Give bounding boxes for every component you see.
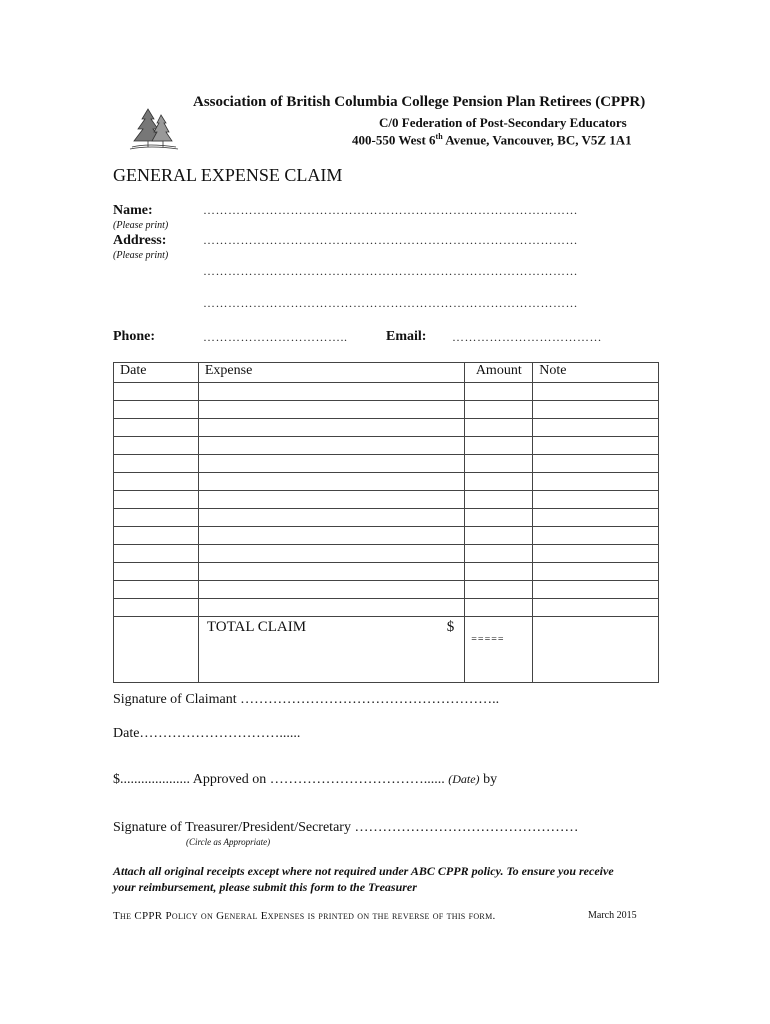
date-cell[interactable] — [114, 527, 199, 545]
date-cell[interactable] — [114, 509, 199, 527]
approval-line[interactable] — [113, 772, 497, 788]
total-claim-label: TOTAL CLAIM — [206, 619, 307, 635]
table-row — [114, 437, 659, 455]
address-label: Address: — [113, 233, 167, 248]
table-row — [114, 581, 659, 599]
tree-logo-icon — [128, 105, 180, 151]
note-cell[interactable] — [533, 545, 659, 563]
amount-cell[interactable] — [465, 419, 533, 437]
table-row — [114, 401, 659, 419]
table-row — [114, 491, 659, 509]
table-row — [114, 419, 659, 437]
header-expense: Expense — [198, 363, 464, 383]
date-cell[interactable] — [114, 581, 199, 599]
expense-cell[interactable] — [198, 545, 464, 563]
org-name: Association of British Columbia College Pension Plan Retirees (CPPR) — [193, 94, 646, 110]
expense-cell[interactable] — [198, 527, 464, 545]
amount-cell[interactable] — [465, 455, 533, 473]
table-row — [114, 455, 659, 473]
address-part: 400-550 West 6 — [352, 132, 436, 148]
note-cell[interactable] — [533, 455, 659, 473]
amount-cell[interactable] — [465, 581, 533, 599]
address-hint: (Please print) — [113, 250, 169, 261]
email-label: Email: — [386, 329, 427, 344]
note-cell[interactable] — [533, 401, 659, 419]
date-cell[interactable] — [114, 563, 199, 581]
table-row — [114, 545, 659, 563]
note-cell[interactable] — [533, 491, 659, 509]
amount-cell[interactable] — [465, 599, 533, 617]
approved-amount: $.................... — [113, 772, 190, 787]
org-address — [352, 132, 632, 148]
expense-cell[interactable] — [198, 383, 464, 401]
amount-cell[interactable] — [465, 563, 533, 581]
header-date: Date — [114, 363, 199, 383]
expense-cell[interactable] — [198, 437, 464, 455]
expense-cell[interactable] — [198, 419, 464, 437]
table-row — [114, 383, 659, 401]
approved-by: by — [479, 772, 498, 787]
form-title: GENERAL EXPENSE CLAIM — [113, 165, 343, 185]
claimant-signature-line[interactable]: Signature of Claimant ……………………………………………….. — [113, 692, 500, 707]
amount-cell[interactable] — [465, 383, 533, 401]
expense-cell[interactable] — [198, 581, 464, 599]
note-cell[interactable] — [533, 473, 659, 491]
name-hint: (Please print) — [113, 220, 169, 231]
note-cell[interactable] — [533, 383, 659, 401]
note-cell[interactable] — [533, 509, 659, 527]
amount-cell[interactable] — [465, 401, 533, 419]
date-cell[interactable] — [114, 419, 199, 437]
note-cell[interactable] — [533, 419, 659, 437]
date-cell[interactable] — [114, 437, 199, 455]
care-of-line: C/0 Federation of Post-Secondary Educators — [379, 115, 627, 130]
table-row — [114, 473, 659, 491]
table-row — [114, 563, 659, 581]
expense-cell[interactable] — [198, 401, 464, 419]
note-cell[interactable] — [533, 599, 659, 617]
expense-cell[interactable] — [198, 455, 464, 473]
address-field-line-2[interactable]: ……………………………………………………………………………… — [203, 264, 578, 278]
table-row — [114, 599, 659, 617]
notice-line-1: Attach all original receipts except where not required under ABC CPPR policy. To ensure you receive — [113, 864, 614, 878]
amount-cell[interactable] — [465, 473, 533, 491]
date-cell[interactable] — [114, 455, 199, 473]
address-part: Avenue, Vancouver, BC, V5Z 1A1 — [442, 132, 632, 148]
approved-date-hint: (Date) — [448, 772, 480, 786]
form-date: March 2015 — [588, 910, 637, 921]
policy-footer: The CPPR Policy on General Expenses is printed on the reverse of this form. — [113, 910, 496, 922]
date-cell[interactable] — [114, 545, 199, 563]
total-note-cell — [533, 617, 659, 683]
expense-table — [113, 362, 659, 683]
date-cell[interactable] — [114, 473, 199, 491]
name-label: Name: — [113, 203, 153, 218]
amount-cell[interactable] — [465, 509, 533, 527]
address-superscript: th — [435, 132, 443, 141]
address-field-line-1[interactable]: ……………………………………………………………………………… — [203, 233, 578, 247]
expense-cell[interactable] — [198, 509, 464, 527]
date-cell[interactable] — [114, 599, 199, 617]
phone-field[interactable]: …………………………….. — [203, 330, 348, 344]
notice-line-2: your reimbursement, please submit this form to the Treasurer — [113, 880, 417, 894]
total-currency: $ — [446, 619, 455, 635]
note-cell[interactable] — [533, 437, 659, 455]
approved-on: Approved on ……………………………...... — [192, 772, 445, 787]
email-field[interactable]: ……………………………… — [452, 330, 602, 344]
note-cell[interactable] — [533, 581, 659, 599]
circle-hint: (Circle as Appropriate) — [186, 837, 271, 847]
expense-cell[interactable] — [198, 473, 464, 491]
expense-cell[interactable] — [198, 599, 464, 617]
total-underline: ===== — [471, 634, 505, 645]
amount-cell[interactable] — [465, 527, 533, 545]
table-row — [114, 527, 659, 545]
treasurer-signature-line[interactable]: Signature of Treasurer/President/Secretary ………………………………………… — [113, 820, 579, 835]
table-row — [114, 509, 659, 527]
amount-cell[interactable] — [465, 491, 533, 509]
expense-cell[interactable] — [198, 491, 464, 509]
header-note: Note — [533, 363, 659, 383]
note-cell[interactable] — [533, 563, 659, 581]
total-amount-cell[interactable] — [465, 617, 533, 683]
total-label-cell — [198, 617, 464, 683]
date-cell[interactable] — [114, 401, 199, 419]
expense-table-body — [114, 383, 659, 617]
amount-cell[interactable] — [465, 545, 533, 563]
name-field[interactable]: ……………………………………………………………………………… — [203, 203, 578, 217]
total-row — [114, 617, 659, 683]
address-field-line-3[interactable]: ……………………………………………………………………………… — [203, 296, 578, 310]
amount-cell[interactable] — [465, 437, 533, 455]
table-header-row — [114, 363, 659, 383]
phone-label: Phone: — [113, 329, 155, 344]
date-line[interactable]: Date…………………………...... — [113, 726, 301, 741]
note-cell[interactable] — [533, 527, 659, 545]
date-cell[interactable] — [114, 491, 199, 509]
expense-cell[interactable] — [198, 563, 464, 581]
header-amount: Amount — [465, 363, 533, 383]
total-date-cell — [114, 617, 199, 683]
date-cell[interactable] — [114, 383, 199, 401]
